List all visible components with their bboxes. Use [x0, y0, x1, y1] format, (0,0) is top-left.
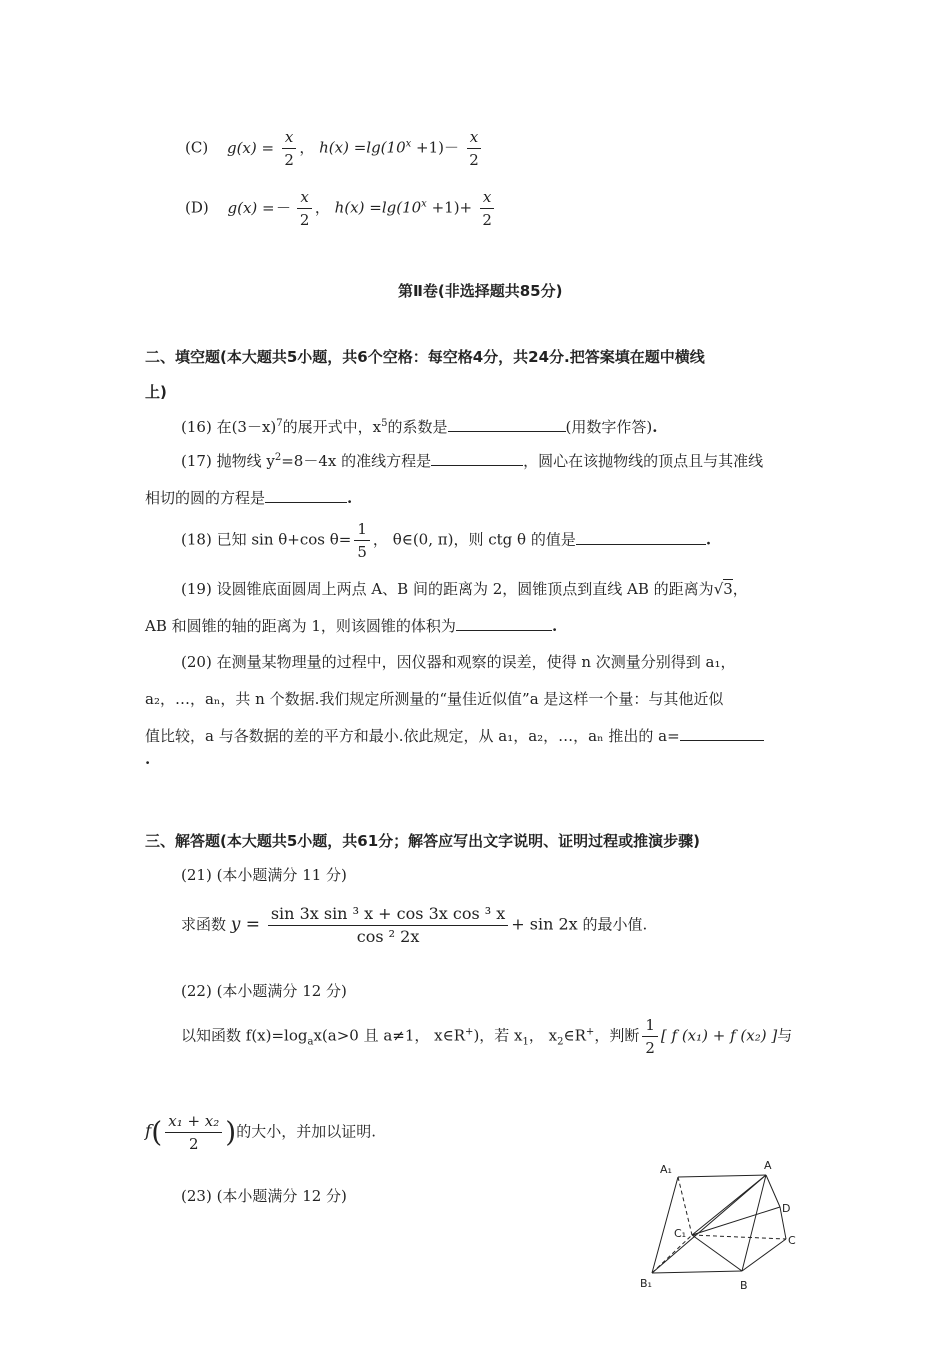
option-d-h: h(x) =lg(10: [334, 198, 422, 217]
option-c-g: g(x) =: [226, 138, 275, 157]
answer-blank-18[interactable]: [576, 530, 706, 545]
option-c-h: h(x) =lg(10: [319, 138, 406, 157]
answer-blank-16[interactable]: [448, 417, 566, 432]
edge-c1-a: [692, 1175, 766, 1235]
edge-c1-b: [692, 1235, 742, 1271]
question-21: 求函数 y = $\frac{\text{sin 3x sin ³ x + cos 3x cos ³ x}}{\text{cos ² 2x}}$ + sin 2x 的最小值.: [181, 904, 648, 946]
edge-c1-d: [692, 1207, 780, 1235]
label-b: B: [740, 1279, 748, 1292]
question-17-line2: 相切的圆的方程是 .: [145, 489, 353, 507]
edge-b1-b: [652, 1271, 742, 1273]
question-22: 以知函数 $f(x)=\log_ax(a>0$ 且 a≠1， x∈R+)，若 $x_1$， $x_2\in R^+$，判断 $\frac{1}{2}$ [ f (x₁) + f (x₂) ]与: [181, 1016, 793, 1057]
question-20: (20) 在测量某物理量的过程中，因仪器和观察的误差，使得 n 次测量分别得到 a₁，: [181, 653, 736, 671]
option-c-g-frac: $\frac{x}{2}$: [282, 128, 296, 169]
option-d-g-frac: $\frac{x}{2}$: [297, 188, 311, 229]
question-21-header: (21) (本小题满分 11 分): [181, 866, 347, 884]
question-18: (18) 已知 sin θ+cos θ= $\frac{1}{5}$ ， θ∈(0, π)，则 ctg θ 的值是 .: [181, 520, 712, 561]
question-20-line2: a₂，…，aₙ，共 n 个数据.我们规定所测量的“量佳近似值”a 是这样一个量：与其他近似: [145, 690, 724, 708]
answer-blank-17a[interactable]: [431, 451, 523, 466]
question-19: (19) 设圆锥底面圆周上两点 A、B 间的距离为 2，圆锥顶点到直线 AB 的距离为√3，: [181, 580, 748, 598]
edge-a1-b1: [652, 1177, 678, 1273]
question-20-period: .: [145, 750, 151, 768]
edge-a-d: [766, 1175, 780, 1207]
part2-title: 第Ⅱ卷(非选择题共85分): [398, 282, 563, 300]
question-22-line2: f( $\frac{\text{x₁ + x₂}}{2}$ )的大小，并加以证明.: [145, 1112, 377, 1153]
option-c-h-frac: $\frac{x}{2}$: [467, 128, 481, 169]
label-a1: A₁: [660, 1163, 672, 1176]
question-22-header: (22) (本小题满分 12 分): [181, 982, 347, 1000]
question-19-line2: AB 和圆锥的轴的距离为 1，则该圆锥的体积为 .: [145, 617, 558, 635]
section3-heading: 三、解答题(本大题共5小题，共61分；解答应写出文字说明、证明过程或推演步骤): [145, 832, 701, 850]
option-d-g: g(x) =－: [227, 198, 290, 217]
label-c1: C₁: [674, 1227, 687, 1240]
option-d-h-frac: $\frac{x}{2}$: [480, 188, 494, 229]
answer-blank-17b[interactable]: [265, 488, 347, 503]
label-a: A: [764, 1159, 772, 1172]
question-20-line3: 值比较，a 与各数据的差的平方和最小.依此规定，从 a₁，a₂，…，aₙ 推出的 a=: [145, 725, 764, 746]
label-d: D: [782, 1202, 791, 1215]
edge-a1-a: [678, 1175, 766, 1177]
option-d-label: (D): [185, 198, 209, 217]
option-c-label: (C): [185, 138, 209, 157]
answer-blank-19[interactable]: [456, 616, 552, 631]
label-c: C: [788, 1234, 796, 1247]
question-17: (17) 抛物线 $y^2=8-4x$ 的准线方程是 ，圆心在该抛物线的顶点且与其准线: [181, 452, 764, 470]
answer-blank-20[interactable]: [680, 726, 764, 741]
section2-heading-line2: 上): [145, 383, 167, 401]
edge-b1-c1: [652, 1235, 692, 1273]
section2-heading-line1: 二、填空题(本大题共5小题，共6个空格：每空格4分，共24分.把答案填在题中横线: [145, 348, 705, 366]
question-23-header: (23) (本小题满分 12 分): [181, 1187, 347, 1205]
prism-figure: [630, 1155, 810, 1300]
option-d: (D) g(x) =－ $\frac{x}{2}$ ， $h(x) =\lg(10^x +1)+$ $\frac{x}{2}$: [185, 188, 497, 229]
edge-c1-c: [692, 1235, 786, 1239]
label-b1: B₁: [640, 1277, 652, 1290]
option-c: (C) g(x) = $\frac{x}{2}$ ， $h(x) =\lg(10^x +1)-$ $\frac{x}{2}$: [185, 128, 484, 169]
question-16: (16) 在$(3-x)^7$的展开式中，$x^5$的系数是 (用数字作答).: [181, 418, 658, 436]
edge-b1-a: [652, 1175, 766, 1273]
